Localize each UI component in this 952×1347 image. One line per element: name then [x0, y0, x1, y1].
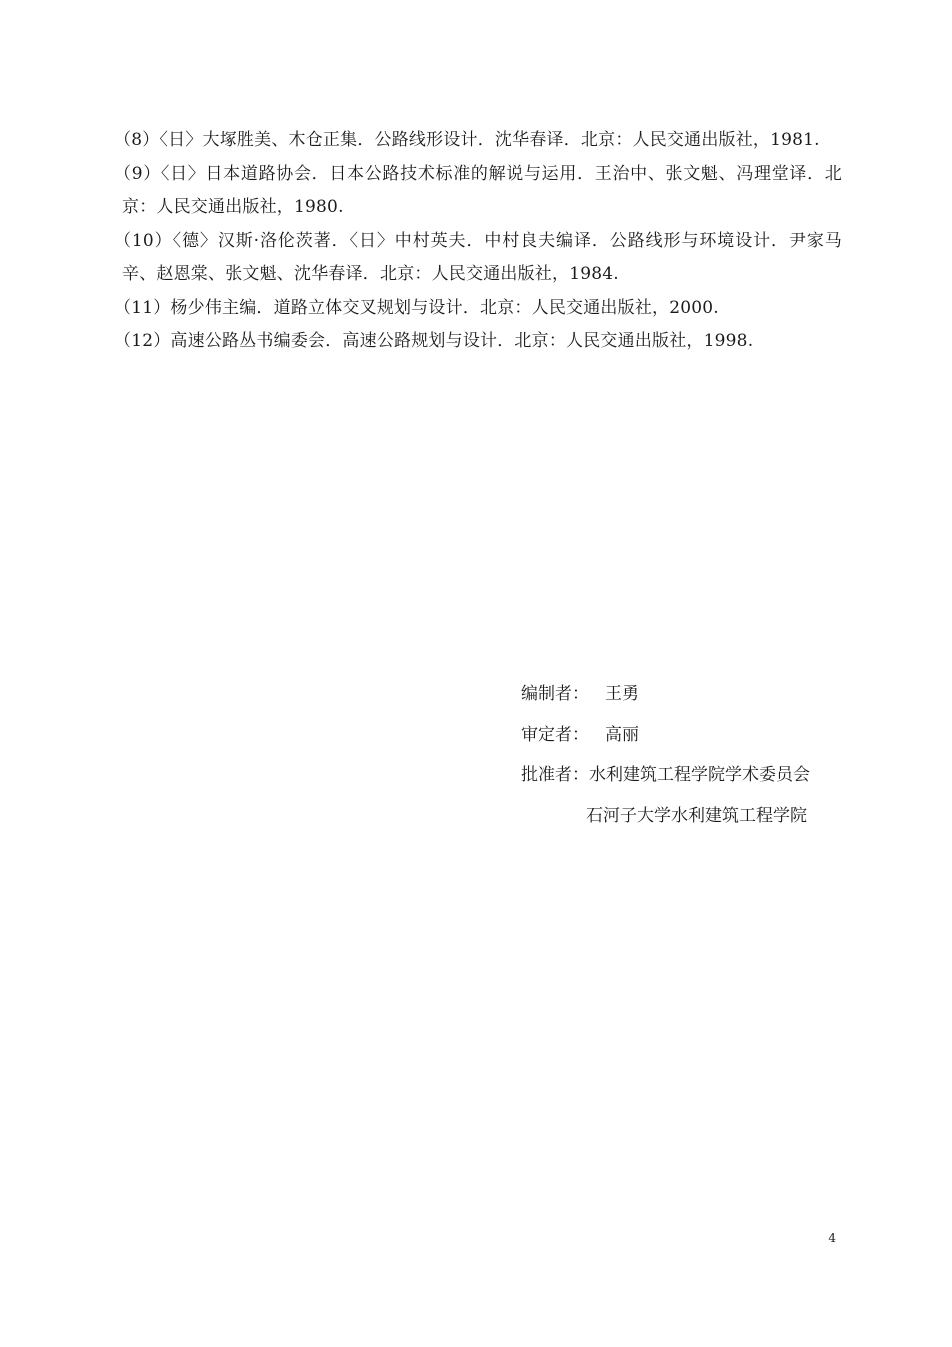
reference-item-8: （8）〈日〉大塚胜美、木仓正集．公路线形设计．沈华春译．北京：人民交通出版社，1981. [114, 130, 820, 150]
reference-item-9: （9）〈日〉日本道路协会．日本公路技术标准的解说与运用．王治中、张文魁、冯理堂译．北京：人民交通出版社，1980. [114, 163, 842, 217]
reviewer-line [521, 715, 841, 756]
approver-line [521, 755, 841, 796]
institution-name: 石河子大学水利建筑工程学院 [586, 805, 807, 826]
reviewer-label: 审定者： [521, 724, 589, 745]
compiler-line [521, 674, 841, 715]
reference-item-11: （11）杨少伟主编．道路立体交叉规划与设计．北京：人民交通出版社，2000. [114, 297, 719, 318]
compiler-label: 编制者： [521, 684, 589, 704]
compiler-name: 王勇 [605, 684, 639, 704]
approver-label: 批准者： [521, 765, 589, 785]
approver-name: 水利建筑工程学院学术委员会 [589, 765, 810, 785]
signature-block [521, 674, 841, 836]
reviewer-name: 高丽 [605, 724, 639, 745]
reference-item-12: （12）高速公路丛书编委会．高速公路规划与设计．北京：人民交通出版社，1998. [114, 331, 754, 351]
page-number: 4 [828, 1231, 836, 1245]
reference-list [114, 124, 842, 359]
reference-item-10: （10）〈德〉汉斯·洛伦茨著．〈日〉中村英夫．中村良夫编译．公路线形与环境设计．尹家马辛、赵恩棠、张文魁、沈华春译．北京：人民交通出版社，1984. [114, 230, 842, 284]
